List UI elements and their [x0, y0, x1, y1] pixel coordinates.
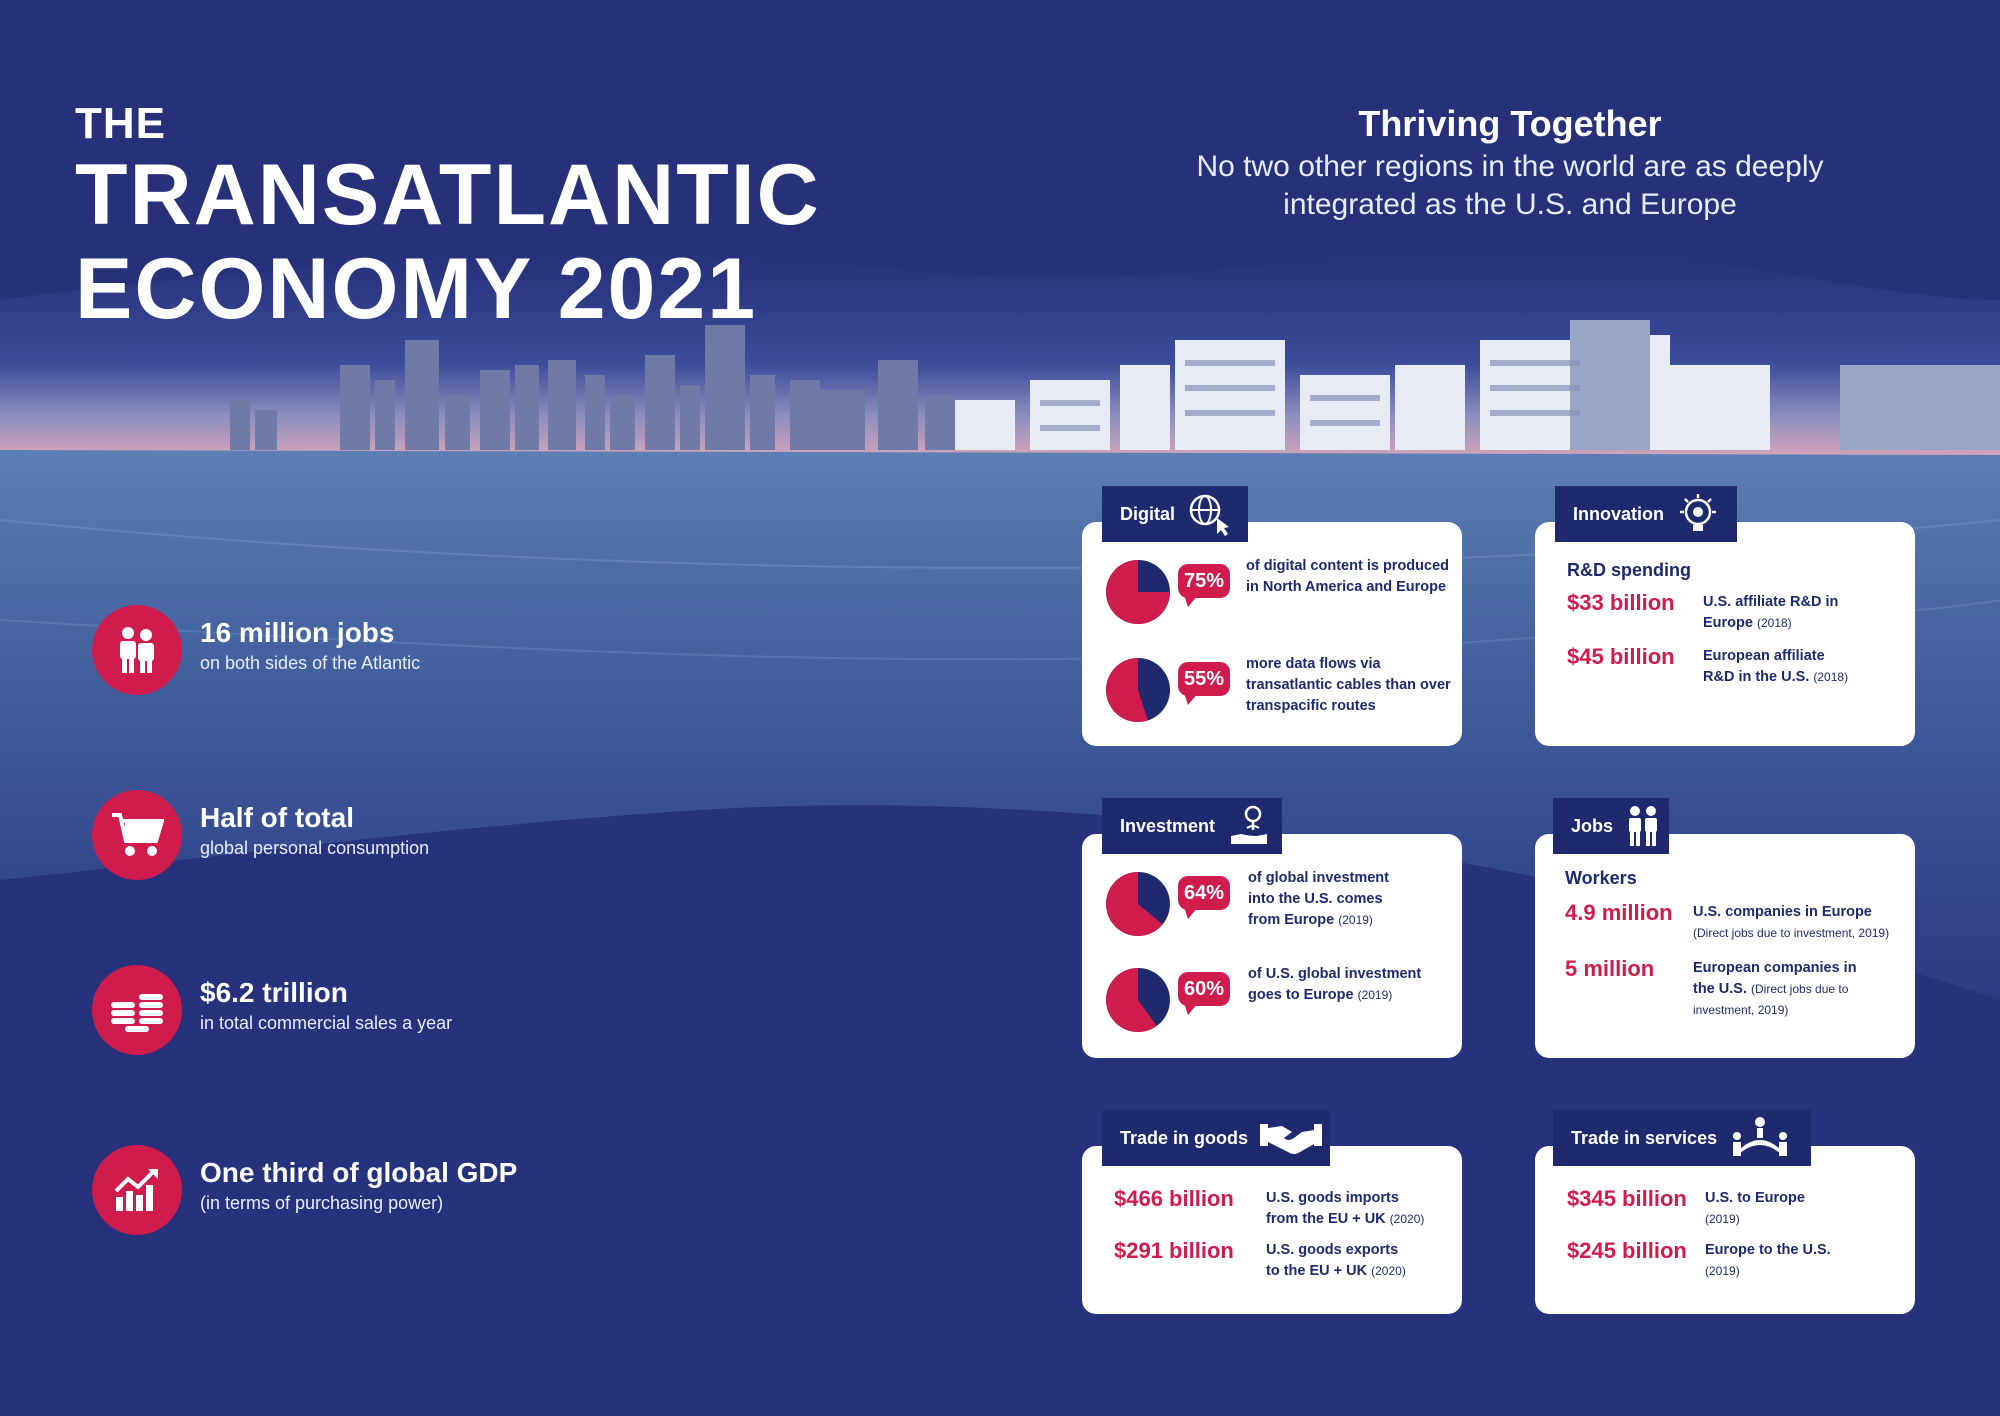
- desc-line: of U.S. global investment: [1248, 966, 1422, 982]
- tagline: [1060, 100, 1960, 224]
- amount: $45 billion: [1567, 644, 1675, 669]
- amount: $291 billion: [1114, 1238, 1234, 1263]
- percent-badge: 60%: [1178, 972, 1230, 1006]
- desc-line: of global investment: [1248, 870, 1389, 886]
- percent-badge: 55%: [1178, 662, 1230, 696]
- card-label: R&D spending: [1567, 560, 1691, 580]
- stat-consumption: [92, 790, 652, 880]
- people-icon: [92, 605, 182, 695]
- amount-description: [1266, 1240, 1456, 1282]
- year: (2019): [1705, 1264, 1740, 1278]
- goods-row-2: [1114, 1238, 1454, 1288]
- amount: $345 billion: [1567, 1186, 1687, 1211]
- pie-chart: [1106, 658, 1170, 722]
- pie-chart: [1106, 560, 1170, 624]
- handshake-icon: [1260, 1118, 1322, 1158]
- stat-gdp: [92, 1145, 652, 1235]
- stat-subtext: (in terms of purchasing power): [200, 1193, 444, 1213]
- tab-label: Digital: [1120, 503, 1176, 524]
- services-row-2: [1567, 1238, 1907, 1288]
- services-row-1: [1567, 1186, 1907, 1236]
- stat-description: [1248, 868, 1458, 931]
- desc-line: to the EU + UK: [1266, 1263, 1368, 1279]
- jobs-card: [1535, 834, 1915, 1058]
- amount: $245 billion: [1567, 1238, 1687, 1263]
- title-line-3: ECONOMY 2021: [75, 241, 758, 337]
- network-people-icon: [1729, 1116, 1791, 1160]
- amount-description: [1693, 902, 1923, 944]
- investment-card: [1082, 834, 1462, 1058]
- money-hand-icon: [1227, 804, 1271, 848]
- year: (2019): [1705, 1212, 1740, 1226]
- desc-line: into the U.S. comes: [1248, 891, 1383, 907]
- pie-chart: [1106, 872, 1170, 936]
- amount-description: [1266, 1188, 1456, 1230]
- desc-line: goes to Europe: [1248, 987, 1354, 1003]
- stat-headline: One third of global GDP: [200, 1157, 518, 1188]
- percent-badge: 75%: [1178, 564, 1230, 598]
- percent-badge: 64%: [1178, 876, 1230, 910]
- tab-trade-services: [1553, 1110, 1811, 1166]
- trade-services-card: [1535, 1146, 1915, 1314]
- title-line-2: TRANSATLANTIC: [75, 147, 821, 243]
- desc-line: European affiliate: [1703, 648, 1825, 664]
- desc-line: Europe: [1703, 615, 1753, 631]
- desc-line: the U.S.: [1693, 981, 1747, 997]
- year: (2020): [1371, 1264, 1406, 1278]
- lightbulb-gear-icon: [1676, 492, 1720, 536]
- rd-row-1: [1567, 590, 1907, 640]
- tab-label: Innovation: [1573, 503, 1664, 524]
- globe-click-icon: [1187, 492, 1231, 536]
- stat-headline: $6.2 trillion: [200, 977, 348, 1008]
- tab-label: Trade in services: [1571, 1127, 1718, 1148]
- tab-innovation: [1555, 486, 1737, 542]
- amount: $466 billion: [1114, 1186, 1234, 1211]
- title-line-1: THE: [75, 99, 166, 148]
- year: (2018): [1813, 670, 1849, 684]
- year: (2018): [1756, 616, 1792, 630]
- tab-label: Trade in goods: [1120, 1127, 1249, 1148]
- pie-chart: [1106, 968, 1170, 1032]
- digital-card: [1082, 522, 1462, 746]
- note: (Direct jobs due to: [1751, 982, 1849, 996]
- digital-stat-1: [1106, 552, 1451, 642]
- desc-line: Europe to the U.S.: [1705, 1242, 1831, 1258]
- rd-row-2: [1567, 644, 1907, 694]
- desc-line: U.S. goods exports: [1266, 1242, 1399, 1258]
- stat-subtext: in total commercial sales a year: [200, 1013, 453, 1033]
- tab-investment: [1102, 798, 1282, 854]
- tagline-line-2: integrated as the U.S. and Europe: [1283, 188, 1737, 221]
- tab-label: Investment: [1120, 815, 1216, 836]
- desc-line: U.S. goods imports: [1266, 1190, 1399, 1206]
- tab-jobs: [1553, 798, 1669, 854]
- amount: $33 billion: [1567, 590, 1675, 615]
- tab-digital: [1102, 486, 1248, 542]
- coin-stack-icon: [92, 965, 182, 1055]
- amount: 4.9 million: [1565, 900, 1673, 925]
- stat-subtext: global personal consumption: [200, 838, 430, 858]
- shopping-cart-icon: [92, 790, 182, 880]
- stat-headline: 16 million jobs: [200, 617, 395, 648]
- jobs-row-1: [1565, 900, 1905, 950]
- amount-description: [1705, 1240, 1905, 1282]
- tagline-line-1: No two other regions in the world are as deeply: [1196, 150, 1824, 183]
- desc-line: R&D in the U.S.: [1703, 669, 1810, 685]
- growth-chart-icon: [92, 1145, 182, 1235]
- workers-icon: [1625, 804, 1661, 848]
- stat-description: more data flows via transatlantic cables than over transpacific routes: [1246, 656, 1451, 714]
- main-title: [75, 100, 821, 336]
- innovation-card: [1535, 522, 1915, 746]
- year: (2019): [1357, 988, 1393, 1002]
- amount-description: [1705, 1188, 1905, 1230]
- amount-description: [1703, 646, 1848, 688]
- desc-line: U.S. affiliate R&D in: [1703, 594, 1839, 610]
- tagline-heading: Thriving Together: [1358, 103, 1662, 144]
- trade-goods-card: [1082, 1146, 1462, 1314]
- desc-line: European companies in: [1693, 960, 1857, 976]
- desc-line: from the EU + UK: [1266, 1211, 1386, 1227]
- year: (2020): [1389, 1212, 1425, 1226]
- digital-stat-2: [1106, 650, 1451, 740]
- tab-trade-goods: [1102, 1110, 1330, 1166]
- desc-line: U.S. to Europe: [1705, 1190, 1805, 1206]
- stat-jobs: [92, 605, 652, 695]
- note: (Direct jobs due to investment, 2019): [1693, 926, 1890, 940]
- stat-sales: [92, 965, 652, 1055]
- stat-subtext: on both sides of the Atlantic: [200, 653, 421, 673]
- desc-line: U.S. companies in Europe: [1693, 904, 1872, 920]
- goods-row-1: [1114, 1186, 1454, 1236]
- investment-stat-2: [1106, 960, 1451, 1050]
- tab-label: Jobs: [1571, 815, 1614, 836]
- jobs-row-2: [1565, 956, 1905, 1026]
- stat-headline: Half of total: [200, 802, 354, 833]
- desc-line: from Europe: [1248, 912, 1335, 928]
- amount-description: [1703, 592, 1838, 634]
- investment-stat-1: [1106, 864, 1451, 954]
- amount-description: [1693, 958, 1923, 1021]
- amount: 5 million: [1565, 956, 1655, 981]
- card-label: Workers: [1565, 868, 1637, 888]
- stat-description: [1248, 964, 1458, 1006]
- year: (2019): [1338, 913, 1373, 927]
- stat-description: of digital content is produced in North America and Europe: [1246, 558, 1449, 595]
- note: investment, 2019): [1693, 1003, 1789, 1017]
